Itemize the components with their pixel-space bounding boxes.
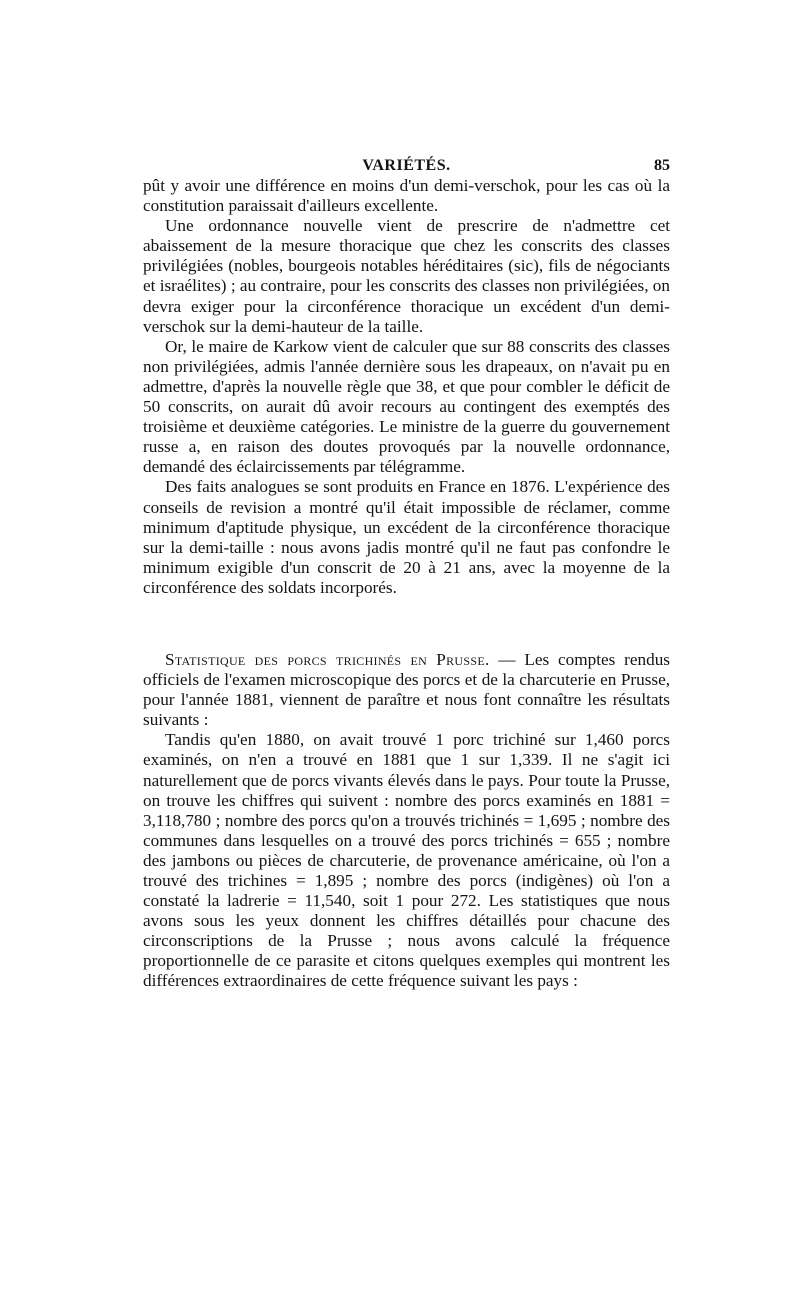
section-gap — [143, 598, 670, 650]
section-intro — [143, 650, 670, 730]
page-body — [143, 150, 670, 992]
page-number: 85 — [654, 157, 670, 174]
paragraph: Tandis qu'en 1880, on avait trouvé 1 porc trichiné sur 1,460 porcs examinés, on n'en a trouvé en 1881 que 1 sur 1,339. Il ne s'agit ici naturellement que de porcs vivants élevés dans le pays. Pour toute la Prusse, on trouve les chiffres qui suivent : nombre des porcs examinés en 1881 = 3,118,780 ; nombre des porcs qu'on a trouvés trichinés = 1,695 ; nombre des communes dans lesquelles on a trouvé des porcs trichinés = 655 ; nombre des jambons ou pièces de charcuterie, de provenance américaine, où l'on a trouvé des trichines = 1,895 ; nombre des porcs (indigènes) où l'on a constaté la ladrerie = 11,540, soit 1 pour 272. Les statistiques que nous avons sous les yeux donnent les chiffres détaillés pour chacune des circonscriptions de la Prusse ; nous avons calculé la fréquence proportionnelle de ce parasite et citons quelques exemples qui montrent les différences extraordinaires de cette fréquence suivant les pays : — [143, 730, 670, 991]
paragraph: Des faits analogues se sont produits en France en 1876. L'expérience des conseils de revision a montré qu'il était impossible de réclamer, comme minimum d'aptitude physique, un excédent de la circonférence thoracique sur la demi-taille : nous avons jadis montré qu'il ne faut pas confondre le minimum exigible d'un conscrit de 20 à 21 ans, avec la moyenne de la circonférence des soldats incorporés. — [143, 477, 670, 597]
section-lead: — Les comptes rendus officiels de l'examen microscopique des porcs et de la charcuterie en Prusse, pour l'année 1881, viennent de paraître et nous font connaître les résultats suivants : — [143, 649, 670, 730]
paragraph: Une ordonnance nouvelle vient de prescrire de n'admettre cet abaissement de la mesure thoracique que chez les conscrits des classes privilégiées (nobles, bourgeois notables héréditaires (sic), fils de négociants et israélites) ; au contraire, pour les conscrits des classes non privilégiées, on devra exiger pour la circonférence thoracique un excédent d'un demi-verschok sur la demi-hauteur de la taille. — [143, 216, 670, 336]
paragraph: Or, le maire de Karkow vient de calculer que sur 88 conscrits des classes non privilégiées, admis l'année dernière sous les drapeaux, on n'avait pu en admettre, d'après la nouvelle règle que 38, et que pour combler le déficit de 50 conscrits, on aurait dû avoir recours au contingent des exemptés des troisième et deuxième catégories. Le ministre de la guerre du gouvernement russe a, en raison des doutes provoqués par la nouvelle ordonnance, demandé des éclaircissements par télégramme. — [143, 336, 670, 477]
running-header — [143, 150, 670, 176]
paragraph: pût y avoir une différence en moins d'un demi-verschok, pour les cas où la constitution paraissait d'ailleurs excellente. — [143, 176, 670, 216]
section-heading: Statistique des porcs trichinés en Prusse. — [165, 649, 490, 669]
running-title: VARIÉTÉS. — [362, 157, 451, 174]
